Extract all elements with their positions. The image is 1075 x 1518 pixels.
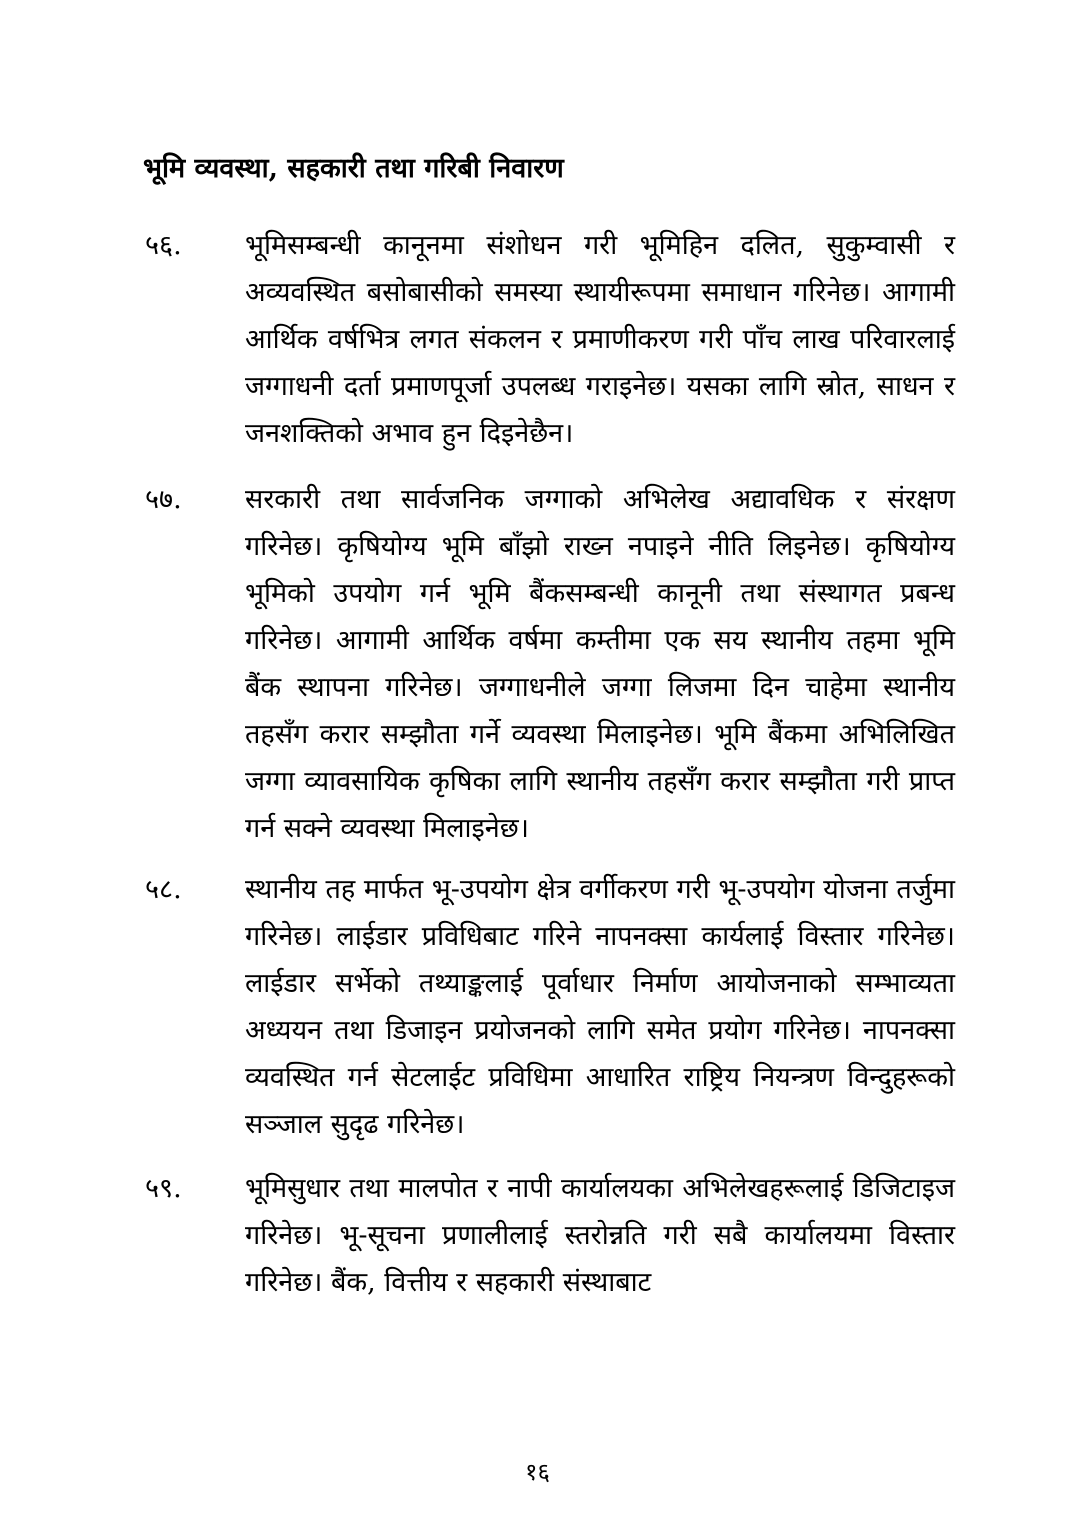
paragraph-number: ५९.: [145, 1173, 182, 1204]
paragraph-text: भूमिसुधार तथा मालपोत र नापी कार्यालयका अभिलेखहरूलाई डिजिटाइज गरिनेछ। भू-सूचना प्रणालीलाई स्तरोन्नति गरी सबै कार्यालयमा विस्तार गरिनेछ। बैंक, वित्तीय र सहकारी संस्थाबाट: [245, 1173, 955, 1298]
paragraph-text: भूमिसम्बन्धी कानूनमा संशोधन गरी भूमिहिन दलित, सुकुम्वासी र अव्यवस्थित बसोबासीको समस्या स्थायीरूपमा समाधान गरिनेछ। आगामी आर्थिक वर्षभित्र लगत संकलन र प्रमाणीकरण गरी पाँच लाख परिवारलाई जग्गाधनी दर्ता प्रमाणपूर्जा उपलब्ध गराइनेछ। यसका लागि स्रोत, साधन र जनशक्तिको अभाव हुन दिइनेछैन।: [245, 230, 955, 449]
paragraph-number: ५७.: [145, 484, 182, 515]
paragraph-text: स्थानीय तह मार्फत भू-उपयोग क्षेत्र वर्गीकरण गरी भू-उपयोग योजना तर्जुमा गरिनेछ। लाईडार प्रविधिबाट गरिने नापनक्सा कार्यलाई विस्तार गरिनेछ। लाईडार सर्भेको तथ्याङ्कलाई पूर्वाधार निर्माण आयोजनाको सम्भाव्यता अध्ययन तथा डिजाइन प्रयोजनको लागि समेत प्रयोग गरिनेछ। नापनक्सा व्यवस्थित गर्न सेटलाईट प्रविधिमा आधारित राष्ट्रिय नियन्त्रण विन्दुहरूको सञ्जाल सुदृढ गरिनेछ।: [245, 874, 955, 1140]
paragraph-number: ५८.: [145, 874, 182, 905]
paragraph-number: ५६.: [145, 230, 182, 261]
paragraph-text: सरकारी तथा सार्वजनिक जग्गाको अभिलेख अद्यावधिक र संरक्षण गरिनेछ। कृषियोग्य भूमि बाँझो राख्न नपाइने नीति लिइनेछ। कृषियोग्य भूमिको उपयोग गर्न भूमि बैंकसम्बन्धी कानूनी तथा संस्थागत प्रबन्ध गरिनेछ। आगामी आर्थिक वर्षमा कम्तीमा एक सय स्थानीय तहमा भूमि बैंक स्थापना गरिनेछ। जग्गाधनीले जग्गा लिजमा दिन चाहेमा स्थानीय तहसँग करार सम्झौता गर्ने व्यवस्था मिलाइनेछ। भूमि बैंकमा अभिलिखित जग्गा व्यावसायिक कृषिका लागि स्थानीय तहसँग करार सम्झौता गरी प्राप्त गर्न सक्ने व्यवस्था मिलाइनेछ।: [245, 484, 955, 844]
section-heading: भूमि व्यवस्था, सहकारी तथा गरिबी निवारण: [143, 153, 564, 184]
page-number: १६: [525, 1458, 550, 1486]
